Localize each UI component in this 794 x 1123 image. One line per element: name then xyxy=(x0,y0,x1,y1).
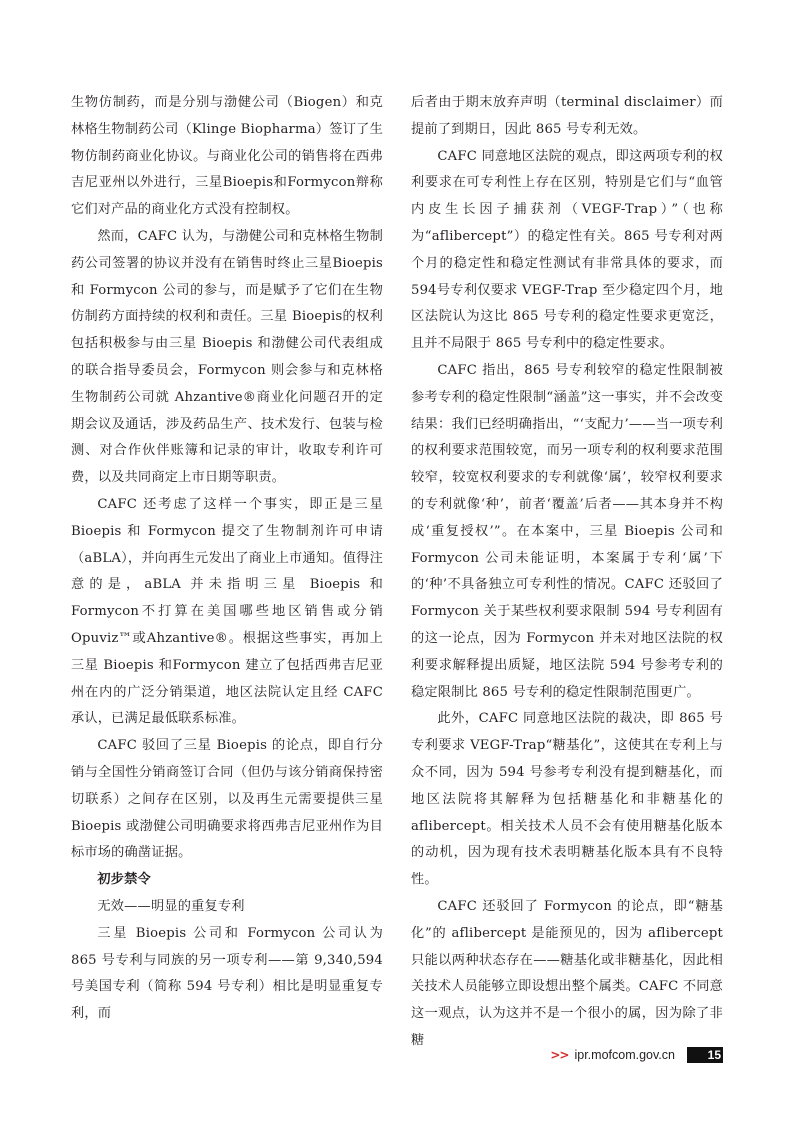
body-paragraph: CAFC 驳回了三星 Bioepis 的论点，即自行分销与全国性分销商签订合同（但仍与该分销商保持密切联系）之间存在区别，以及再生元需要提供三星Bioepis 或渤健公司明确要求将西弗吉尼亚州作为目标市场的确凿证据。 xyxy=(71,738,383,861)
section-heading: 初步禁令 xyxy=(97,872,151,888)
section-subheading: 无效——明显的重复专利 xyxy=(97,898,245,914)
body-paragraph: 此外，CAFC 同意地区法院的裁决，即 865 号专利要求 VEGF-Trap“糖基化”，这使其在专利上与众不同，因为 594 号参考专利没有提到糖基化，而地区法院将其解释为包括糖基化和非糖基化的aflibercept。相关技术人员不会有使用糖基化版本的动机，因为现有技术表明糖基化版本具有不良特性。 xyxy=(411,711,723,888)
page-footer xyxy=(550,1045,723,1065)
page-number: 15 xyxy=(687,1047,723,1063)
footer-url[interactable]: ipr.mofcom.gov.cn xyxy=(574,1048,675,1062)
body-paragraph: CAFC 还考虑了这样一个事实，即正是三星Bioepis 和 Formycon 提交了生物制剂许可申请（aBLA），并向再生元发出了商业上市通知。值得注意的是，aBLA 并未指明三星 Bioepis 和 Formycon不打算在美国哪些地区销售或分销 Opuviz™或Ahzantive®。根据这些事实，再加上三星 Bioepis 和Formycon 建立了包括西弗吉尼亚州在内的广泛分销渠道，地区法院认定且经 CAFC 承认，已满足最低联系标准。 xyxy=(71,496,383,727)
body-paragraph: 后者由于期末放弃声明（terminal disclaimer）而提前了到期日，因此 865 号专利无效。 xyxy=(411,95,723,137)
left-column xyxy=(71,90,383,1028)
right-column xyxy=(411,90,723,1055)
body-paragraph: CAFC 指出，865 号专利较窄的稳定性限制被参考专利的稳定性限制“涵盖”这一事实，并不会改变结果：我们已经明确指出，“‘支配力’——当一项专利的权利要求范围较宽，而另一项专利的权利要求范围较窄，较宽权利要求的专利就像‘属’，较窄权利要求的专利就像‘种’，前者‘覆盖’后者——其本身并不构成‘重复授权’”。在本案中，三星 Bioepis 公司和Formycon 公司未能证明，本案属于专利‘属’下的‘种’不具备独立可专利性的情况。CAFC 还驳回了Formycon 关于某些权利要求限制 594 号专利固有的这一论点，因为 Formycon 并未对地区法院的权利要求解释提出质疑，地区法院 594 号参考专利的稳定限制比 865 号专利的稳定性限制范围更广。 xyxy=(411,362,723,700)
body-paragraph: 生物仿制药，而是分别与渤健公司（Biogen）和克林格生物制药公司（Klinge Biopharma）签订了生物仿制药商业化协议。与商业化公司的销售将在西弗吉尼亚州以外进行，三星Bioepis和Formycon辩称它们对产品的商业化方式没有控制权。 xyxy=(71,95,383,218)
body-paragraph: 三星 Bioepis 公司和 Formycon 公司认为 865 号专利与同族的另一项专利——第 9,340,594 号美国专利（简称 594 号专利）相比是明显重复专利，而 xyxy=(71,925,383,1022)
body-paragraph: 然而，CAFC 认为，与渤健公司和克林格生物制药公司签署的协议并没有在销售时终止三星Bioepis 和 Formycon 公司的参与，而是赋予了它们在生物仿制药方面持续的权利和责任。三星 Bioepis的权利包括积极参与由三星 Bioepis 和渤健公司代表组成的联合指导委员会，Formycon 则会参与和克林格生物制药公司就 Ahzantive®商业化问题召开的定期会议及通话，涉及药品生产、技术发行、包装与检测、对合作伙伴账簿和记录的审计，收取专利许可费，以及共同商定上市日期等职责。 xyxy=(71,228,383,486)
chevron-right-icon: >> xyxy=(550,1048,569,1062)
body-paragraph: CAFC 同意地区法院的观点，即这两项专利的权利要求在可专利性上存在区别，特别是它们与“血管内皮生长因子捕获剂（VEGF-Trap）”（也称为“aflibercept”）的稳定性有关。865 号专利对两个月的稳定性和稳定性测试有非常具体的要求，而 594号专利仅要求 VEGF-Trap 至少稳定四个月，地区法院认为这比 865 号专利的稳定性要求更宽泛，且并不局限于 865 号专利中的稳定性要求。 xyxy=(411,148,723,352)
body-paragraph: CAFC 还驳回了 Formycon 的论点，即“糖基化”的 aflibercept 是能预见的，因为 aflibercept 只能以两种状态存在——糖基化或非糖基化，因此相关技术人员能够立即设想出整个属类。CAFC 不同意这一观点，认为这并不是一个很小的属，因为除了非糖 xyxy=(411,898,723,1048)
